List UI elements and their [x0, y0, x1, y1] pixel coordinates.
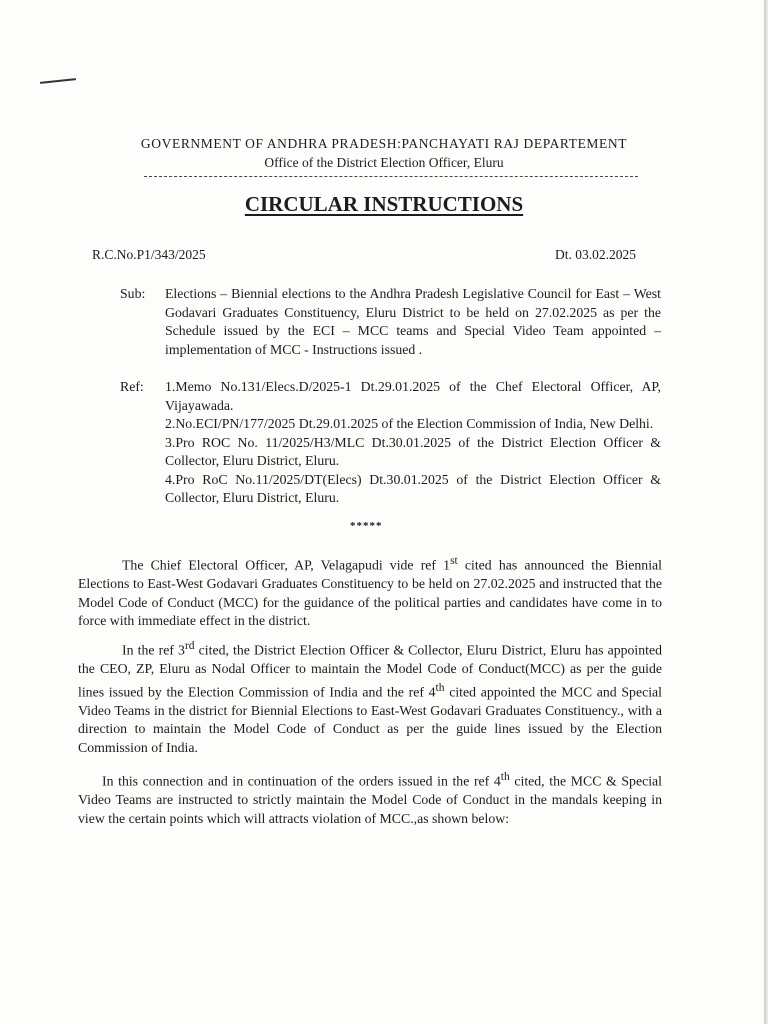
- paragraph-3: [78, 768, 662, 828]
- paragraph-2-text-a: In the ref 3: [122, 642, 185, 658]
- pen-mark: [40, 78, 76, 84]
- circular-date: Dt. 03.02.2025: [555, 247, 636, 262]
- office-header: Office of the District Election Officer, Eluru: [264, 155, 504, 170]
- paragraph-3-text-a: In this connection and in continuation of the orders issued in the ref 4: [102, 773, 501, 789]
- paragraph-1: [78, 552, 662, 631]
- reference-number: R.C.No.P1/343/2025: [92, 247, 206, 262]
- paragraph-3-sup: th: [500, 771, 510, 783]
- reference-item: 3.Pro ROC No. 11/2025/H3/MLC Dt.30.01.2025 of the District Election Officer & Collector, Eluru District, Eluru.: [165, 434, 661, 468]
- paragraph-2-text-c: cited appointed the MCC and Special Video Teams in the district for Biennial Elections to East-West Godavari Graduates Constituency., with a direction to maintain the Model Code of Conduct as per the guide lines issued by the Election Commission of India.: [78, 684, 662, 755]
- paragraph-1-text-a: The Chief Electoral Officer, AP, Velagapudi vide ref 1: [122, 557, 451, 573]
- reference-item: 4.Pro RoC No.11/2025/DT(Elecs) Dt.30.01.2025 of the District Election Officer & Collector, Eluru District, Eluru.: [165, 471, 661, 505]
- department-header: GOVERNMENT OF ANDHRA PRADESH:PANCHAYATI RAJ DEPARTEMENT: [140, 136, 628, 151]
- paragraph-3-text-b: cited, the MCC & Special Video Teams are instructed to strictly maintain the Model Code of Conduct in the mandals keeping in view the certain points which will attracts violation of MCC.,as shown below:: [78, 773, 662, 826]
- paragraph-2-sup-2: th: [435, 681, 445, 694]
- paragraph-1-sup: st: [450, 555, 458, 567]
- header-divider: [144, 176, 638, 177]
- paragraph-2: [78, 637, 662, 757]
- circular-title-text: CIRCULAR INSTRUCTIONS: [244, 192, 524, 216]
- paragraph-1-text-b: cited has announced the Biennial Elections to East-West Godavari Graduates Constituency to be held on 27.02.2025 and instructed that the Model Code of Conduct (MCC) for the guidance of the political parties and candidates have come in to force with immediate effect in the district.: [78, 557, 662, 629]
- reference-item: 2.No.ECI/PN/177/2025 Dt.29.01.2025 of the Election Commission of India, New Delhi.: [165, 416, 654, 431]
- reference-label: Ref:: [120, 379, 144, 394]
- paragraph-2-text-b: cited, the District Election Officer & Collector, Eluru District, Eluru has appointed the CEO, ZP, Eluru as Nodal Officer to maintain the Model Code of Conduct(MCC) as per the guide lines issued by the Election Commission of India and the ref 4: [78, 642, 662, 700]
- reference-list: [165, 378, 661, 508]
- circular-title: [0, 192, 768, 217]
- paragraph-2-sup-1: rd: [184, 640, 195, 652]
- reference-item: 1.Memo No.131/Elecs.D/2025-1 Dt.29.01.2025 of the Chef Electoral Officer, AP, Vijayawada.: [165, 379, 661, 413]
- separator-stars: *****: [350, 520, 383, 532]
- subject-label: Sub:: [120, 286, 146, 301]
- subject-text: Elections – Biennial elections to the Andhra Pradesh Legislative Council for East – West Godavari Graduates Constituency, Eluru District to be held on 27.02.2025 as per the Schedule issued by the ECI – MCC teams and Special Video Team appointed –implementation of MCC - Instructions issued .: [165, 286, 661, 357]
